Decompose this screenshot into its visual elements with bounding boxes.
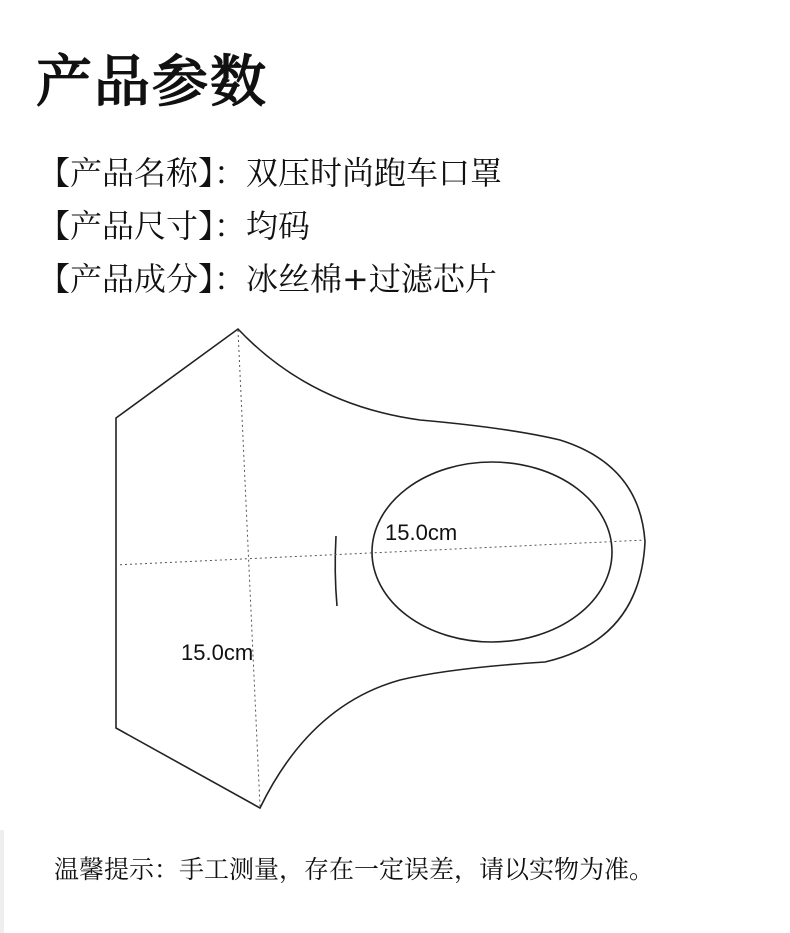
mask-diagram (0, 310, 790, 830)
spec-separator: ： (214, 260, 247, 298)
ear-loop-hole (372, 462, 612, 642)
spec-separator: ： (214, 154, 247, 192)
spec-separator: ： (214, 207, 247, 245)
spec-list (38, 152, 502, 311)
page-title: 产品参数 (36, 50, 268, 115)
height-dimension-label: 15.0cm (181, 640, 254, 665)
spec-label: 【产品尺寸】 (38, 207, 215, 245)
spec-row-material (38, 258, 502, 311)
spec-label: 【产品名称】 (38, 154, 215, 192)
spec-value: 均码 (246, 207, 311, 245)
spec-label: 【产品成分】 (38, 260, 215, 298)
width-dimension-label: 15.0cm (385, 520, 458, 545)
left-edge-divider (0, 830, 4, 933)
spec-row-size (38, 205, 502, 258)
measurement-note: 温馨提示：手工测量，存在一定误差，请以实物为准。 (54, 855, 655, 884)
spec-value: 冰丝棉+过滤芯片 (246, 260, 497, 298)
spec-value: 双压时尚跑车口罩 (246, 154, 503, 192)
spec-row-name (38, 152, 502, 205)
